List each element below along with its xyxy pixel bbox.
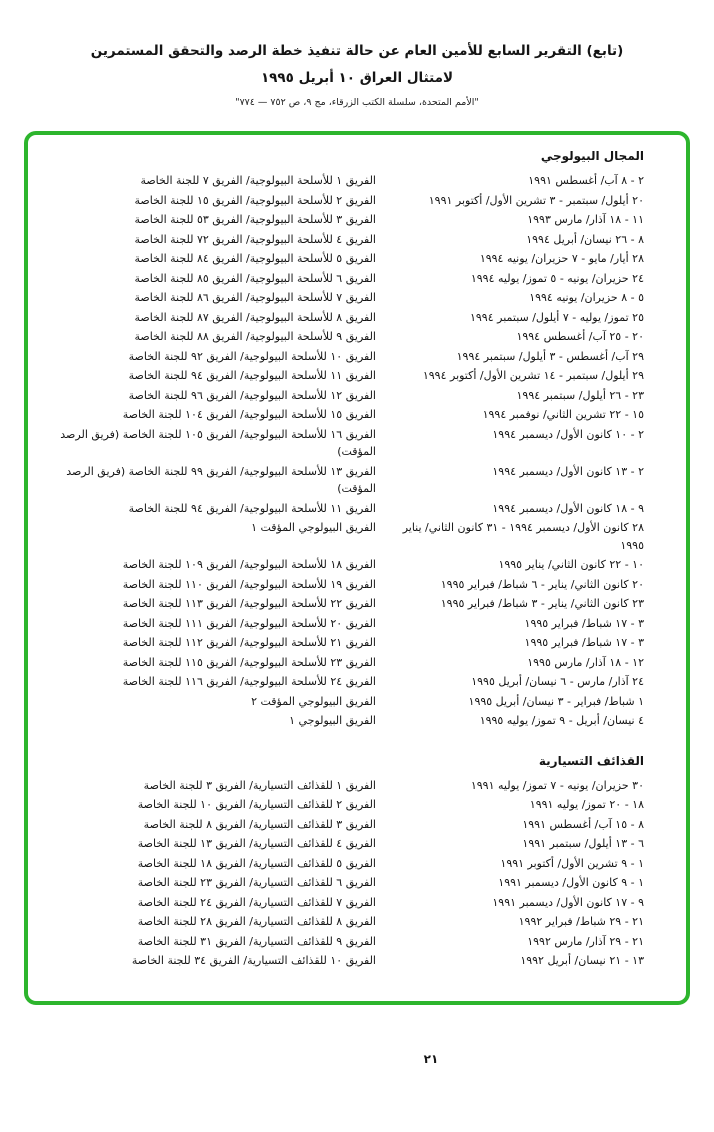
source-citation: "الأمم المتحدة، سلسلة الكتب الزرقاء، مج ٩، ص ٧٥٢ — ٧٧٤"	[235, 97, 479, 109]
row-team: الفريق ٣ للقذائف التسيارية/ الفريق ٨ للجنة الخاصة	[143, 817, 376, 831]
row-team: الفريق ٥ للأسلحة البيولوجية/ الفريق ٨٤ للجنة الخاصة	[134, 252, 376, 265]
row-team: الفريق ٢٣ للأسلحة البيولوجية/ الفريق ١١٥ للجنة الخاصة	[122, 655, 376, 669]
table-row	[46, 231, 644, 249]
table-row	[46, 406, 644, 424]
row-team: الفريق ٢٠ للأسلحة البيولوجية/ الفريق ١١١ للجنة الخاصة	[122, 616, 376, 630]
table-row	[46, 250, 644, 268]
row-team: الفريق ٤ للأسلحة البيولوجية/ الفريق ٧٢ للجنة الخاصة	[134, 232, 376, 246]
section	[46, 754, 644, 970]
row-date: ١ - ٩ كانون الأول/ ديسمبر ١٩٩١	[498, 876, 644, 889]
table-row	[46, 777, 644, 795]
table-row	[46, 693, 644, 711]
row-date: ١٢ - ١٨ آذار/ مارس ١٩٩٥	[527, 655, 644, 669]
section-rows	[46, 777, 644, 970]
row-date: ٢٨ أيار/ مايو - ٧ حزيران/ يونيه ١٩٩٤	[479, 252, 644, 265]
table-row	[46, 387, 644, 405]
page-number: ٢١	[423, 1052, 439, 1066]
table-row	[46, 328, 644, 346]
row-team: الفريق البيولوجي المؤقت ١	[251, 521, 376, 534]
row-team: الفريق ٥ للقذائف التسيارية/ الفريق ١٨ للجنة الخاصة	[137, 856, 376, 870]
row-team: الفريق ١٠ للقذائف التسيارية/ الفريق ٣٤ للجنة الخاصة	[131, 954, 376, 967]
row-team: الفريق ٨ للأسلحة البيولوجية/ الفريق ٨٧ للجنة الخاصة	[134, 310, 376, 324]
table-row	[46, 673, 644, 691]
row-team: الفريق ٢١ للأسلحة البيولوجية/ الفريق ١١٢ للجنة الخاصة	[122, 636, 376, 649]
section-title: القذائف التسيارية	[538, 753, 644, 768]
row-team: الفريق ٢٤ للأسلحة البيولوجية/ الفريق ١١٦ للجنة الخاصة	[122, 675, 376, 688]
row-date: ٢٤ حزيران/ يونيه - ٥ تموز/ يوليه ١٩٩٤	[470, 271, 644, 285]
row-date: ١ شباط/ فبراير - ٣ نيسان/ أبريل ١٩٩٥	[468, 694, 644, 708]
row-date: ٨ - ٢٦ نيسان/ أبريل ١٩٩٤	[526, 232, 644, 246]
table-row	[46, 519, 644, 554]
row-team: الفريق ١٩ للأسلحة البيولوجية/ الفريق ١١٠ للجنة الخاصة	[122, 577, 376, 591]
row-team: الفريق ٩ للقذائف التسيارية/ الفريق ٣١ للجنة الخاصة	[137, 934, 376, 948]
table-row	[46, 172, 644, 190]
inspection-schedule-box	[24, 131, 690, 1005]
row-team: الفريق البيولوجي ١	[289, 714, 376, 727]
row-date: ٢٠ أيلول/ سبتمبر - ٣ تشرين الأول/ أكتوبر ١٩٩١	[428, 193, 644, 207]
table-row	[46, 192, 644, 210]
row-team: الفريق ١ للأسلحة البيولوجية/ الفريق ٧ للجنة الخاصة	[140, 174, 376, 187]
row-team: الفريق ٦ للأسلحة البيولوجية/ الفريق ٨٥ للجنة الخاصة	[134, 271, 376, 285]
table-row	[46, 576, 644, 594]
row-date: ٢٤ آذار/ مارس - ٦ نيسان/ أبريل ١٩٩٥	[471, 675, 644, 688]
table-row	[46, 796, 644, 814]
row-team: الفريق ١٦ للأسلحة البيولوجية/ الفريق ١٠٥ للجنة الخاصة (فريق الرصد المؤقت)	[60, 427, 376, 458]
row-team: الفريق ٢ للقذائف التسيارية/ الفريق ١٠ للجنة الخاصة	[137, 798, 376, 811]
row-date: ٢٥ تموز/ يوليه - ٧ أيلول/ سبتمبر ١٩٩٤	[469, 310, 644, 324]
section-title: المجال البيولوجي	[540, 149, 644, 163]
table-row	[46, 309, 644, 327]
row-team: الفريق ١١ للأسلحة البيولوجية/ الفريق ٩٤ للجنة الخاصة	[128, 369, 376, 382]
table-row	[46, 367, 644, 385]
row-date: ٩ - ١٧ كانون الأول/ ديسمبر ١٩٩١	[492, 895, 644, 909]
row-date: ٢ - ٨ آب/ أغسطس ١٩٩١	[528, 174, 644, 187]
row-team: الفريق ٧ للقذائف التسيارية/ الفريق ٢٤ للجنة الخاصة	[137, 895, 376, 909]
row-date: ٢٨ كانون الأول/ ديسمبر ١٩٩٤ - ٣١ كانون الثاني/ يناير ١٩٩٥	[402, 521, 644, 552]
row-date: ١٥ - ٢٢ تشرين الثاني/ نوفمبر ١٩٩٤	[482, 408, 644, 421]
table-row	[46, 211, 644, 229]
table-row	[46, 654, 644, 672]
row-team: الفريق ٨ للقذائف التسيارية/ الفريق ٢٨ للجنة الخاصة	[137, 915, 376, 928]
row-team: الفريق ٤ للقذائف التسيارية/ الفريق ١٣ للجنة الخاصة	[137, 837, 376, 850]
row-team: الفريق ٧ للأسلحة البيولوجية/ الفريق ٨٦ للجنة الخاصة	[134, 291, 376, 304]
table-row	[46, 270, 644, 288]
row-date: ٢١ - ٢٩ شباط/ فبراير ١٩٩٢	[518, 915, 644, 928]
row-date: ٣ - ١٧ شباط/ فبراير ١٩٩٥	[524, 636, 644, 649]
table-row	[46, 816, 644, 834]
report-title-line1: (تابع) التقرير السابع للأمين العام عن حالة تنفيذ خطة الرصد والتحقق المستمرين	[90, 43, 624, 59]
report-title-line2: لامتثال العراق ١٠ أبريل ١٩٩٥	[260, 69, 454, 86]
row-date: ١ - ٩ تشرين الأول/ أكتوبر ١٩٩١	[500, 856, 644, 870]
row-team: الفريق ٦ للقذائف التسيارية/ الفريق ٢٣ للجنة الخاصة	[137, 876, 376, 889]
row-date: ٢٣ كانون الثاني/ يناير - ٣ شباط/ فبراير ١٩٩٥	[440, 597, 644, 610]
table-row	[46, 874, 644, 892]
table-row	[46, 426, 644, 461]
row-date: ٦ - ١٣ أيلول/ سبتمبر ١٩٩١	[522, 837, 644, 850]
table-row	[46, 952, 644, 970]
row-date: ٢ - ١٠ كانون الأول/ ديسمبر ١٩٩٤	[492, 427, 644, 441]
table-row	[46, 712, 644, 730]
table-row	[46, 595, 644, 613]
table-row	[46, 634, 644, 652]
section	[46, 149, 644, 730]
row-date: ٢ - ١٣ كانون الأول/ ديسمبر ١٩٩٤	[492, 464, 644, 478]
table-row	[46, 913, 644, 931]
row-team: الفريق ٢ للأسلحة البيولوجية/ الفريق ١٥ للجنة الخاصة	[134, 193, 376, 207]
row-date: ٢٠ كانون الثاني/ يناير - ٦ شباط/ فبراير ١٩٩٥	[440, 577, 644, 591]
row-date: ١٨ - ٢٠ تموز/ يوليه ١٩٩١	[529, 798, 644, 811]
table-row	[46, 348, 644, 366]
table-row	[46, 894, 644, 912]
table-row	[46, 933, 644, 951]
row-date: ٢٩ أيلول/ سبتمبر - ١٤ تشرين الأول/ أكتوبر ١٩٩٤	[422, 369, 644, 382]
table-row	[46, 500, 644, 518]
row-team: الفريق البيولوجي المؤقت ٢	[251, 694, 376, 708]
table-row	[46, 463, 644, 498]
row-team: الفريق ١٥ للأسلحة البيولوجية/ الفريق ١٠٤ للجنة الخاصة	[122, 408, 376, 421]
row-date: ٢٠ - ٢٥ آب/ أغسطس ١٩٩٤	[516, 330, 644, 343]
row-date: ٤ نيسان/ أبريل - ٩ تموز/ يوليه ١٩٩٥	[479, 714, 644, 727]
table-row	[46, 855, 644, 873]
row-date: ٢٩ آب/ أغسطس - ٣ أيلول/ سبتمبر ١٩٩٤	[456, 349, 644, 363]
row-team: الفريق ٢٢ للأسلحة البيولوجية/ الفريق ١١٣ للجنة الخاصة	[122, 597, 376, 610]
table-row	[46, 556, 644, 574]
table-row	[46, 835, 644, 853]
row-team: الفريق ١٠ للأسلحة البيولوجية/ الفريق ٩٢ للجنة الخاصة	[128, 349, 376, 363]
row-team: الفريق ١٣ للأسلحة البيولوجية/ الفريق ٩٩ للجنة الخاصة (فريق الرصد المؤقت)	[66, 464, 376, 495]
row-date: ١٠ - ٢٢ كانون الثاني/ يناير ١٩٩٥	[498, 558, 644, 571]
row-date: ٢١ - ٢٩ آذار/ مارس ١٩٩٢	[527, 934, 644, 948]
document-header	[0, 0, 714, 108]
table-row	[46, 289, 644, 307]
row-team: الفريق ١ للقذائف التسيارية/ الفريق ٣ للجنة الخاصة	[143, 778, 376, 792]
row-date: ٣٠ حزيران/ يونيه - ٧ تموز/ يوليه ١٩٩١	[470, 778, 644, 792]
row-date: ١٣ - ٢١ نيسان/ أبريل ١٩٩٢	[520, 954, 644, 967]
row-date: ٩ - ١٨ كانون الأول/ ديسمبر ١٩٩٤	[492, 501, 644, 515]
row-team: الفريق ١١ للأسلحة البيولوجية/ الفريق ٩٤ للجنة الخاصة	[128, 501, 376, 515]
table-row	[46, 615, 644, 633]
row-date: ٢٣ - ٢٦ أيلول/ سبتمبر ١٩٩٤	[516, 388, 644, 402]
row-team: الفريق ٣ للأسلحة البيولوجية/ الفريق ٥٣ للجنة الخاصة	[134, 213, 376, 226]
row-date: ٥ - ٨ حزيران/ يونيه ١٩٩٤	[529, 291, 644, 304]
row-team: الفريق ٩ للأسلحة البيولوجية/ الفريق ٨٨ للجنة الخاصة	[134, 330, 376, 343]
row-date: ٨ - ١٥ آب/ أغسطس ١٩٩١	[522, 817, 644, 831]
sections	[46, 149, 644, 970]
section-rows	[46, 172, 644, 730]
row-team: الفريق ١٢ للأسلحة البيولوجية/ الفريق ٩٦ للجنة الخاصة	[128, 388, 376, 402]
row-team: الفريق ١٨ للأسلحة البيولوجية/ الفريق ١٠٩ للجنة الخاصة	[122, 558, 376, 571]
row-date: ١١ - ١٨ آذار/ مارس ١٩٩٣	[527, 213, 644, 226]
row-date: ٣ - ١٧ شباط/ فبراير ١٩٩٥	[524, 616, 644, 630]
